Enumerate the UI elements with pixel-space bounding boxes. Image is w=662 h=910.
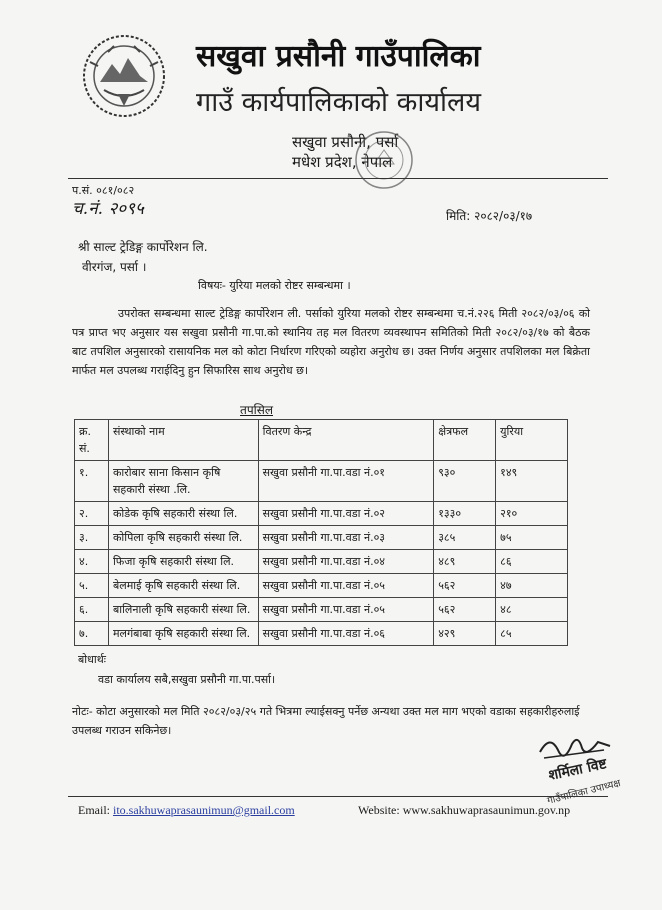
- table-cell: ६.: [75, 598, 109, 622]
- table-cell: सखुवा प्रसौनी गा.पा.वडा नं.०५: [258, 574, 434, 598]
- table-cell: १.: [75, 461, 109, 502]
- office-subtitle: गाउँ कार्यपालिकाको कार्यालय: [196, 87, 481, 118]
- table-cell: ७५: [496, 526, 568, 550]
- letter-body: उपरोक्त सम्बन्धमा साल्ट ट्रेडिङ्ग कार्पोरेशन ली. पर्साको युरिया मलको रोष्टर सम्बन्धमा च.नं.२२६ मिती २०८२/०३/०६ को पत्र प्राप्त भए अनुसार यस सखुवा प्रसौनी गा.पा.को स्थानिय तह मल वितरण व्यवस्थापन समितिको मिती २०८२/०३/१७ को बैठक बाट तपशिल अनुसारको रासायनिक मल को कोटा निर्धारण गरिएको व्यहोरा अनुरोध छ। उक्त निर्णय अनुसार तपशिलका मल बिक्रेता मार्फत मल उपलब्ध गराईदिनु हुन सिफारिस साथ अनुरोध छ।: [72, 307, 590, 377]
- footer-divider: [68, 796, 608, 797]
- table-row: [75, 622, 568, 646]
- table-cell: ४८: [496, 598, 568, 622]
- table-header-cell: संस्थाको नाम: [108, 420, 258, 461]
- recipient-address: वीरगंज, पर्सा ।: [82, 260, 147, 274]
- table-cell: कोपिला कृषि सहकारी संस्था लि.: [108, 526, 258, 550]
- table-cell: १३३०: [434, 502, 496, 526]
- signatory-name: शर्मिला विष्ट: [547, 756, 609, 784]
- table-cell: ५६२: [434, 598, 496, 622]
- table-cell: कोडेक कृषि सहकारी संस्था लि.: [108, 502, 258, 526]
- table-header-cell: युरिया: [496, 420, 568, 461]
- table-cell: १४९: [496, 461, 568, 502]
- table-cell: ८६: [496, 550, 568, 574]
- table-cell: ४.: [75, 550, 109, 574]
- table-cell: सखुवा प्रसौनी गा.पा.वडा नं.०६: [258, 622, 434, 646]
- table-row: [75, 598, 568, 622]
- table-cell: कारोबार साना किसान कृषि सहकारी संस्था .लि.: [108, 461, 258, 502]
- table-row: [75, 502, 568, 526]
- footer-website[interactable]: Website: www.sakhuwaprasaunimun.gov.np: [358, 803, 571, 817]
- table-cell: बेलमाई कृषि सहकारी संस्था लि.: [108, 574, 258, 598]
- email-link[interactable]: ito.sakhuwaprasaunimun@gmail.com: [113, 803, 295, 817]
- table-cell: ४८९: [434, 550, 496, 574]
- table-header-cell: क्र. सं.: [75, 420, 109, 461]
- table-header-row: [75, 420, 568, 461]
- table-cell: २.: [75, 502, 109, 526]
- email-label: Email:: [78, 803, 110, 817]
- table-cell: ५.: [75, 574, 109, 598]
- table-row: [75, 526, 568, 550]
- table-caption: तपसिल: [240, 403, 274, 417]
- table-row: [75, 550, 568, 574]
- allocation-table: [74, 419, 568, 646]
- cc-recipient: वडा कार्यालय सबै,सखुवा प्रसौनी गा.पा.पर्सा।: [98, 673, 276, 686]
- office-stamp-icon: [352, 128, 416, 192]
- address-line-1: सखुवा प्रसौनी, पर्सा: [292, 133, 399, 151]
- table-cell: ८५: [496, 622, 568, 646]
- signatory-title: गाउँपालिका उपाध्यक्ष: [546, 778, 622, 807]
- footer-email: [78, 803, 295, 818]
- letter-subject: विषयः- युरिया मलको रोष्टर सम्बन्धमा ।: [198, 279, 351, 292]
- header-divider: [68, 178, 608, 179]
- table-cell: ४७: [496, 574, 568, 598]
- letter-date: मिति: २०८२/०३/१७: [446, 209, 533, 223]
- letter-number: प.सं. ०८१/०८२: [72, 184, 135, 197]
- table-cell: फिजा कृषि सहकारी संस्था लि.: [108, 550, 258, 574]
- table-cell: मलगंबाबा कृषि सहकारी संस्था लि.: [108, 622, 258, 646]
- table-row: [75, 574, 568, 598]
- table-cell: ३८५: [434, 526, 496, 550]
- dispatch-number: च.नं. २०९५: [72, 199, 144, 219]
- table-cell: ७.: [75, 622, 109, 646]
- table-cell: सखुवा प्रसौनी गा.पा.वडा नं.०४: [258, 550, 434, 574]
- table-header-cell: क्षेत्रफल: [434, 420, 496, 461]
- table-cell: बालिनाली कृषि सहकारी संस्था लि.: [108, 598, 258, 622]
- letter-note: नोटः- कोटा अनुसारको मल मिति २०८२/०३/२५ गते भित्रमा ल्याईसक्नु पर्नेछ अन्यथा उक्त मल माग भएको वडाका सहकारीहरुलाई उपलब्ध गराउन सकिनेछ।: [72, 705, 580, 737]
- table-cell: ३.: [75, 526, 109, 550]
- cc-label: बोधार्थः: [78, 653, 106, 666]
- table-cell: सखुवा प्रसौनी गा.पा.वडा नं.०१: [258, 461, 434, 502]
- table-cell: ५६२: [434, 574, 496, 598]
- recipient-name: श्री साल्ट ट्रेडिङ्ग कार्पोरेशन लि.: [78, 240, 208, 254]
- table-row: [75, 461, 568, 502]
- table-cell: सखुवा प्रसौनी गा.पा.वडा नं.०५: [258, 598, 434, 622]
- table-header-cell: वितरण केन्द्र: [258, 420, 434, 461]
- office-title: सखुवा प्रसौनी गाउँपालिका: [196, 39, 481, 74]
- nepal-emblem-icon: [78, 30, 170, 122]
- table-cell: ४२९: [434, 622, 496, 646]
- table-cell: सखुवा प्रसौनी गा.पा.वडा नं.०२: [258, 502, 434, 526]
- address-line-2: मधेश प्रदेश, नेपाल: [292, 153, 393, 171]
- table-cell: ९३०: [434, 461, 496, 502]
- table-cell: २१०: [496, 502, 568, 526]
- table-cell: सखुवा प्रसौनी गा.पा.वडा नं.०३: [258, 526, 434, 550]
